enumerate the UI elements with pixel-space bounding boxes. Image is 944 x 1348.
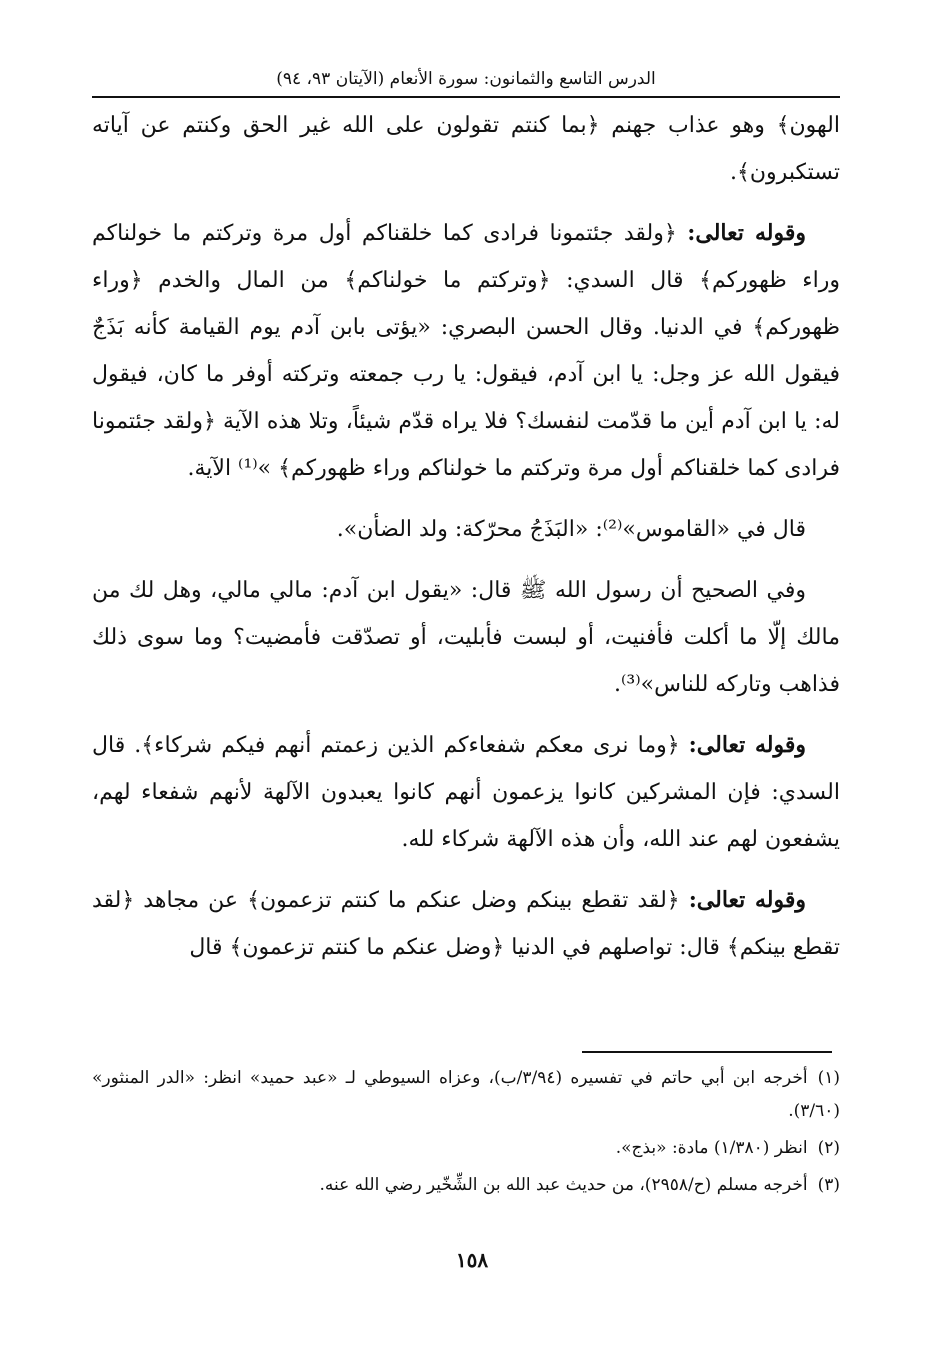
footnote-number: (٢) xyxy=(817,1138,840,1158)
paragraph-text: ﴿وما نرى معكم شفعاءكم الذين زعمتم أنهم فيكم شركاء﴾. قال السدي: فإن المشركين كانوا يزعمون أنهم كانوا يعبدون الآلهة لأنهم شفعاء لهم، يشفعون لهم عند الله، وأن هذه الآلهة شركاء لله. xyxy=(92,733,840,852)
running-head: الدرس التاسع والثمانون: سورة الأنعام (الآيتان ٩٣، ٩٤) xyxy=(276,69,656,89)
footnote-text: أخرجه ابن أبي حاتم في تفسيره (٣/٩٤/ب)، وعزاه السيوطي لـ «عبد حميد» انظر: «الدر المنثور» (٣/٦٠). xyxy=(92,1068,840,1121)
footnotes xyxy=(92,1062,840,1206)
paragraph-lead: وقوله تعالى: xyxy=(688,732,806,758)
paragraph xyxy=(92,102,840,196)
footnote-number: (١) xyxy=(817,1068,841,1088)
paragraph-text: قال في «القاموس»⁽²⁾: «البَذَجُ محرّكة: ولد الضأن». xyxy=(336,517,806,542)
footnote-number: (٣) xyxy=(817,1175,840,1195)
footnote-text: أخرجه مسلم (ح/٢٩٥٨)، من حديث عبد الله بن الشِّخّير رضي الله عنه. xyxy=(319,1175,808,1195)
footnote xyxy=(92,1132,840,1165)
paragraph-lead: وقوله تعالى: xyxy=(687,220,807,246)
paragraph xyxy=(92,877,840,971)
main-text xyxy=(92,102,840,985)
page-number: ١٥٨ xyxy=(455,1248,489,1272)
paragraph xyxy=(92,722,840,863)
footnote-rule xyxy=(582,1051,832,1053)
footnote-text: انظر (١/٣٨٠) مادة: «بذج». xyxy=(615,1138,808,1158)
paragraph-text: ﴿ولقد جئتمونا فرادى كما خلقناكم أول مرة وتركتم ما خولناكم وراء ظهوركم﴾ قال السدي: ﴿وتركتم ما خولناكم﴾ من المال والخدم ﴿وراء ظهوركم﴾ في الدنيا. وقال الحسن البصري: «يؤتى بابن آدم يوم القيامة كأنه بَذَجٌ فيقول الله عز وجل: يا ابن آدم، فيقول: يا رب جمعته وتركته أوفر ما كان، فيقول له: يا ابن آدم أين ما قدّمت لنفسك؟ فلا يراه قدّم شيئاً، وتلا هذه الآية ﴿ولقد جئتمونا فرادى كما خلقناكم أول مرة وتركتم ما خولناكم وراء ظهوركم﴾ »⁽¹⁾ الآية. xyxy=(92,221,840,481)
paragraph-text: وفي الصحيح أن رسول الله ﷺ قال: «يقول ابن آدم: مالي مالي، وهل لك من مالك إلّا ما أكلت فأفنيت، أو لبست فأبليت، أو تصدّقت فأمضيت؟ وما سوى ذلك فذاهب وتاركه للناس»⁽³⁾. xyxy=(92,578,840,697)
paragraph xyxy=(92,210,840,492)
header-rule xyxy=(92,96,840,98)
footnote xyxy=(92,1169,840,1202)
footnote xyxy=(92,1062,840,1128)
paragraph xyxy=(92,506,840,553)
paragraph xyxy=(92,567,840,708)
paragraph-text: الهون﴾ وهو عذاب جهنم ﴿بما كنتم تقولون على الله غير الحق وكنتم عن آياته تستكبرون﴾. xyxy=(92,113,840,185)
paragraph-lead: وقوله تعالى: xyxy=(688,887,806,913)
paragraph-text: ﴿لقد تقطع بينكم وضل عنكم ما كنتم تزعمون﴾ عن مجاهد ﴿لقد تقطع بينكم﴾ قال: تواصلهم في الدنيا ﴿وضل عنكم ما كنتم تزعمون﴾ قال xyxy=(92,888,840,960)
